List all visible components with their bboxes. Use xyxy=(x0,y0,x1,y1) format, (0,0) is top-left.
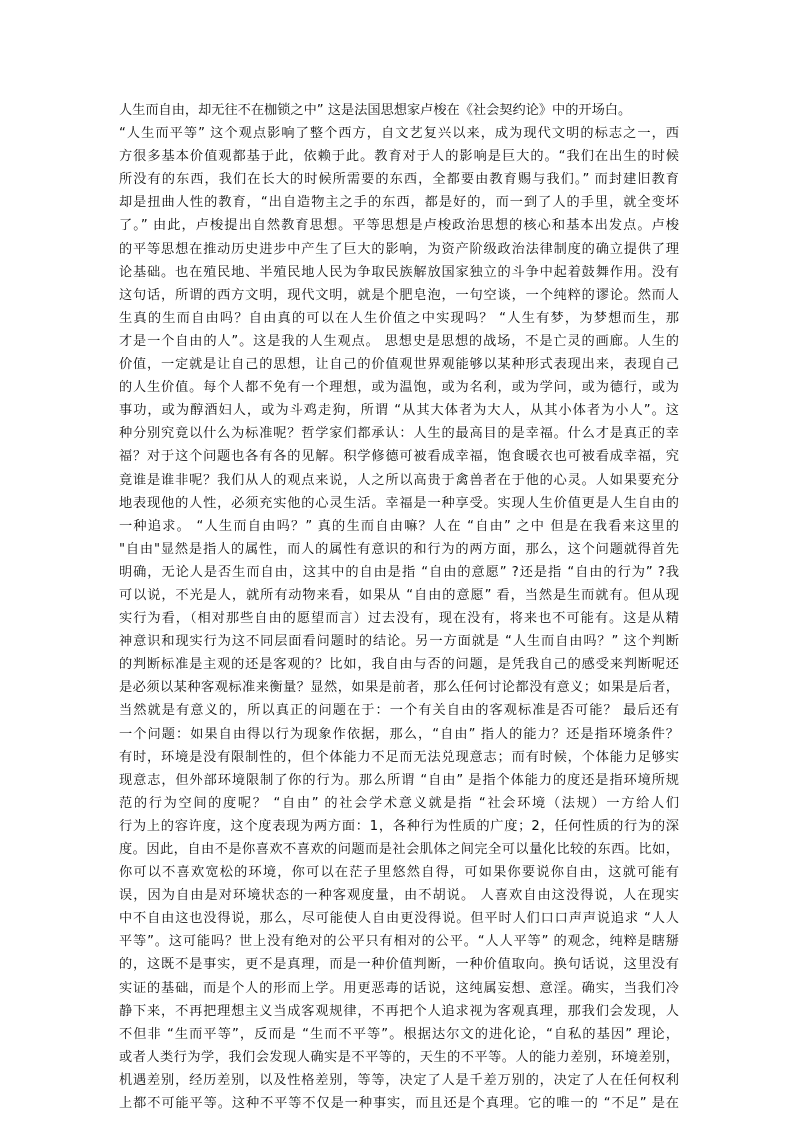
text-line: 这句话，所谓的西方文明，现代文明，就是个肥皂泡，一句空谈，一个纯粹的谬论。然而人 xyxy=(119,287,679,303)
text-line: 平等”。这可能吗？世上没有绝对的公平只有相对的公平。“人人平等” 的观念，纯粹是瞎掰 xyxy=(119,934,679,950)
text-line: 静下来，不再把理想主义当成客观规律，不再把个人追求视为客观真理，那我们会发现，人 xyxy=(119,1003,679,1019)
text-line: 或者人类行为学，我们会发现人确实是不平等的，天生的不平等。人的能力差别，环境差别， xyxy=(119,1049,679,1065)
text-line: 一个问题：如果自由得以行为现象作依据，那么，“自由” 指人的能力？还是指环境条件？ xyxy=(119,726,679,742)
text-line: 实证的基础，而是个人的形而上学。用更恶毒的话说，这纯属妄想、意淫。确实，当我们冷 xyxy=(119,980,679,996)
text-line: 种分别究竟以什么为标准呢？哲学家们都承认：人生的最高目的是幸福。什么才是真正的幸 xyxy=(119,426,679,442)
text-line: 你可以不喜欢宽松的环境，你可以在茫子里悠然自得，可如果你要说你自由，这就可能有 xyxy=(119,865,679,881)
text-line: 的判断标准是主观的还是客观的？比如，我自由与否的问题，是凭我自己的感受来判断呢还 xyxy=(119,657,679,673)
text-line: 是必须以某种客观标准来衡量？显然，如果是前者，那么任何讨论都没有意义；如果是后者， xyxy=(119,680,679,696)
text-line: 了。” 由此，卢梭提出自然教育思想。平等思想是卢梭政治思想的核心和基本出发点。卢梭 xyxy=(119,218,679,234)
text-line: 才是一个自由的人”。这是我的人生观点。 思想史是思想的战场，不是亡灵的画廊。人生的 xyxy=(119,333,679,349)
text-line: 人生而自由，却无往不在枷锁之中” 这是法国思想家卢梭在《社会契约论》中的开场白。 xyxy=(119,103,632,118)
text-line: 方很多基本价值观都基于此，依赖于此。教育对于人的影响是巨大的。“我们在出生的时候 xyxy=(119,149,679,165)
text-line: 行为上的容许度，这个度表现为两方面：1，各种行为性质的广度；2，任何性质的行为的深 xyxy=(119,818,679,834)
text-line: 的人生价值。每个人都不免有一个理想，或为温饱，或为名利，或为学问，或为德行，或为 xyxy=(119,380,679,396)
text-line: 的平等思想在推动历史进步中产生了巨大的影响，为资产阶级政治法律制度的确立提供了理 xyxy=(119,241,679,257)
text-line: 可以说，不光是人，就所有动物来看，如果从 “自由的意愿” 看，当然是生而就有。但从现 xyxy=(119,587,679,603)
text-line: 一种追求。 “人生而自由吗？” 真的生而自由嘛？人在 “自由” 之中 但是在我看来这里的 xyxy=(119,518,679,534)
text-line: 却是扭曲人性的教育，“出自造物主之手的东西，都是好的，而一到了人的手里，就全变坏 xyxy=(119,195,679,211)
text-line: 竟谁是谁非呢？我们从人的观点来说，人之所以高贵于禽兽者在于他的心灵。人如果要充分 xyxy=(119,472,679,488)
text-line: 不但非 “生而平等”，反而是 “生而不平等”。根据达尔文的进化论，“自私的基因” 理论， xyxy=(119,1026,679,1042)
text-line: “人生而平等” 这个观点影响了整个西方，自文艺复兴以来，成为现代文明的标志之一，西 xyxy=(119,126,679,142)
text-line: 所没有的东西，我们在长大的时候所需要的东西，全都要由教育赐与我们。” 而封建旧教育 xyxy=(119,172,679,188)
text-line: 明确，无论人是否生而自由，这其中的自由是指 “自由的意愿” ?还是指 “自由的行为” ?我 xyxy=(119,564,679,580)
text-line: 事功，或为醇酒妇人，或为斗鸡走狗，所谓 “从其大体者为大人，从其小体者为小人”。这 xyxy=(119,403,679,419)
text-line: 现意志，但外部环境限制了你的行为。那么所谓 “自由” 是指个体能力的度还是指环境所规 xyxy=(119,772,679,788)
text-line: 误，因为自由是对环境状态的一种客观度量，由不胡说。 人喜欢自由这没得说，人在现实 xyxy=(119,888,679,904)
text-line: 论基础。也在殖民地、半殖民地人民为争取民族解放国家独立的斗争中起着鼓舞作用。没有 xyxy=(119,264,679,280)
text-line: 当然就是有意义的，所以真正的问题在于：一个有关自由的客观标准是否可能？ 最后还有 xyxy=(119,703,679,719)
text-line: 中不自由这也没得说，那么，尽可能使人自由更没得说。但平时人们口口声声说追求 “人人 xyxy=(119,911,679,927)
text-line: 价值，一定就是让自己的思想，让自己的价值观世界观能够以某种形式表现出来，表现自己 xyxy=(119,357,679,373)
text-line: 机遇差别，经历差别，以及性格差别，等等，决定了人是千差万别的，决定了人在任何权利 xyxy=(119,1072,679,1088)
text-line: 地表现他的人性，必须充实他的心灵生活。幸福是一种享受。实现人生价值更是人生自由的 xyxy=(119,495,679,511)
text-line: 上都不可能平等。这种不平等不仅是一种事实，而且还是个真理。它的唯一的 “不足” 是在 xyxy=(119,1096,679,1112)
text-line: 福？对于这个问题也各有各的见解。积学修德可被看成幸福，饱食暖衣也可被看成幸福，究 xyxy=(119,449,679,465)
text-line: 度。因此，自由不是你喜欢不喜欢的问题而是社会肌体之间完全可以量化比较的东西。比如， xyxy=(119,842,679,857)
text-line: 范的行为空间的度呢？ “自由” 的社会学术意义就是指 “社会环境（法规）一方给人们 xyxy=(119,795,679,811)
text-line: 实行为看，（相对那些自由的愿望而言）过去没有，现在没有，将来也不可能有。这是从精 xyxy=(119,611,679,627)
text-line: "自由"显然是指人的属性，而人的属性有意识的和行为的两方面，那么，这个问题就得首先 xyxy=(119,541,679,557)
text-line: 生真的生而自由吗？自由真的可以在人生价值之中实现吗？ “人生有梦，为梦想而生，那 xyxy=(119,310,679,326)
text-line: 神意识和现实行为这不同层面看问题时的结论。另一方面就是 “人生而自由吗？” 这个判断 xyxy=(119,634,679,650)
text-line: 的，这既不是事实，更不是真理，而是一种价值判断，一种价值取向。换句话说，这里没有 xyxy=(119,957,679,973)
document-body xyxy=(119,99,679,1115)
text-line: 有时，环境是没有限制性的，但个体能力不足而无法兑现意志；而有时候，个体能力足够实 xyxy=(119,749,679,765)
